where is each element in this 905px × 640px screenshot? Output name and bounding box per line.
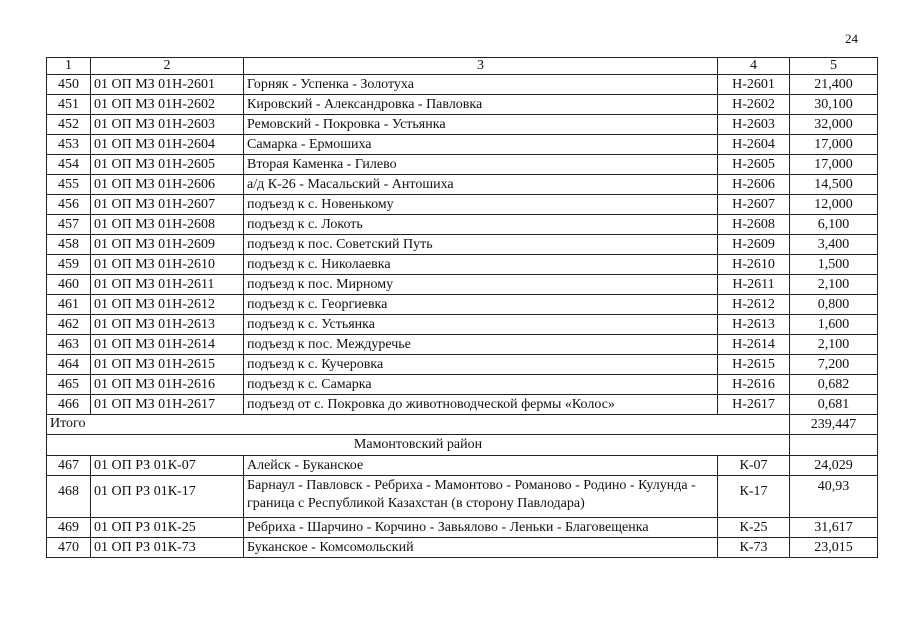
row-number-cell: 461 — [47, 295, 91, 315]
table-row — [47, 235, 878, 255]
table-row — [47, 215, 878, 235]
road-id-cell: 01 ОП МЗ 01Н-2617 — [91, 395, 244, 415]
row-number-cell: 460 — [47, 275, 91, 295]
road-id-cell: 01 ОП МЗ 01Н-2616 — [91, 375, 244, 395]
road-code-cell: Н-2616 — [718, 375, 790, 395]
road-id-cell: 01 ОП МЗ 01Н-2602 — [91, 95, 244, 115]
total-label: Итого — [47, 415, 790, 435]
road-code-cell: Н-2615 — [718, 355, 790, 375]
row-number-cell: 465 — [47, 375, 91, 395]
road-length-cell: 1,600 — [790, 315, 878, 335]
road-length-cell: 23,015 — [790, 538, 878, 558]
row-number-cell: 456 — [47, 195, 91, 215]
table-row — [47, 135, 878, 155]
road-length-cell: 31,617 — [790, 518, 878, 538]
road-id-cell: 01 ОП МЗ 01Н-2609 — [91, 235, 244, 255]
road-length-cell: 2,100 — [790, 335, 878, 355]
road-length-cell: 32,000 — [790, 115, 878, 135]
road-code-cell: К-07 — [718, 456, 790, 476]
road-name-cell: подъезд к с. Локоть — [244, 215, 718, 235]
road-id-cell: 01 ОП МЗ 01Н-2603 — [91, 115, 244, 135]
road-name-cell: подъезд к с. Георгиевка — [244, 295, 718, 315]
row-number-cell: 450 — [47, 75, 91, 95]
total-value: 239,447 — [790, 415, 878, 435]
row-number-cell: 467 — [47, 456, 91, 476]
road-name-cell: подъезд от с. Покровка до животноводческой фермы «Колос» — [244, 395, 718, 415]
section-row — [47, 435, 878, 456]
header-cell: 3 — [244, 58, 718, 75]
row-number-cell: 464 — [47, 355, 91, 375]
table-row — [47, 315, 878, 335]
road-name-cell: Вторая Каменка - Гилево — [244, 155, 718, 175]
row-number-cell: 469 — [47, 518, 91, 538]
road-name-cell: подъезд к с. Устьянка — [244, 315, 718, 335]
section-empty-cell — [790, 435, 878, 456]
road-length-cell: 12,000 — [790, 195, 878, 215]
header-cell: 4 — [718, 58, 790, 75]
road-length-cell: 24,029 — [790, 456, 878, 476]
road-length-cell: 40,93 — [790, 476, 878, 518]
row-number-cell: 468 — [47, 476, 91, 518]
road-id-cell: 01 ОП МЗ 01Н-2613 — [91, 315, 244, 335]
road-id-cell: 01 ОП МЗ 01Н-2601 — [91, 75, 244, 95]
road-code-cell: Н-2612 — [718, 295, 790, 315]
road-id-cell: 01 ОП МЗ 01Н-2607 — [91, 195, 244, 215]
road-id-cell: 01 ОП МЗ 01Н-2615 — [91, 355, 244, 375]
table-row — [47, 476, 878, 518]
road-code-cell: Н-2603 — [718, 115, 790, 135]
road-code-cell: Н-2602 — [718, 95, 790, 115]
table-row — [47, 335, 878, 355]
table-row — [47, 75, 878, 95]
table-row — [47, 375, 878, 395]
road-code-cell: К-17 — [718, 476, 790, 518]
road-id-cell: 01 ОП МЗ 01Н-2611 — [91, 275, 244, 295]
table-row — [47, 95, 878, 115]
road-code-cell: Н-2601 — [718, 75, 790, 95]
row-number-cell: 455 — [47, 175, 91, 195]
road-code-cell: Н-2609 — [718, 235, 790, 255]
road-length-cell: 30,100 — [790, 95, 878, 115]
road-length-cell: 3,400 — [790, 235, 878, 255]
road-id-cell: 01 ОП РЗ 01К-25 — [91, 518, 244, 538]
road-name-cell: а/д К-26 - Масальский - Антошиха — [244, 175, 718, 195]
road-code-cell: Н-2608 — [718, 215, 790, 235]
row-number-cell: 451 — [47, 95, 91, 115]
road-id-cell: 01 ОП РЗ 01К-07 — [91, 456, 244, 476]
road-code-cell: Н-2605 — [718, 155, 790, 175]
table-row — [47, 275, 878, 295]
page-number: 24 — [845, 31, 858, 46]
table-row — [47, 295, 878, 315]
road-id-cell: 01 ОП МЗ 01Н-2606 — [91, 175, 244, 195]
road-code-cell: Н-2604 — [718, 135, 790, 155]
table-row — [47, 255, 878, 275]
road-name-cell: Кировский - Александровка - Павловка — [244, 95, 718, 115]
road-code-cell: Н-2617 — [718, 395, 790, 415]
table-row — [47, 518, 878, 538]
road-id-cell: 01 ОП РЗ 01К-17 — [91, 476, 244, 518]
road-code-cell: Н-2613 — [718, 315, 790, 335]
road-length-cell: 21,400 — [790, 75, 878, 95]
road-id-cell: 01 ОП МЗ 01Н-2605 — [91, 155, 244, 175]
header-cell: 1 — [47, 58, 91, 75]
header-cell: 2 — [91, 58, 244, 75]
table-row — [47, 355, 878, 375]
row-number-cell: 459 — [47, 255, 91, 275]
row-number-cell: 457 — [47, 215, 91, 235]
road-code-cell: Н-2614 — [718, 335, 790, 355]
row-number-cell: 466 — [47, 395, 91, 415]
road-name-cell: Барнаул - Павловск - Ребриха - Мамонтово - Романово - Родино - Кулунда - граница с Республикой Казахстан (в сторону Павлодара) — [244, 476, 718, 518]
road-name-cell: Горняк - Успенка - Золотуха — [244, 75, 718, 95]
road-name-cell: Алейск - Буканское — [244, 456, 718, 476]
row-number-cell: 454 — [47, 155, 91, 175]
road-name-cell: подъезд к с. Николаевка — [244, 255, 718, 275]
road-code-cell: Н-2607 — [718, 195, 790, 215]
row-number-cell: 462 — [47, 315, 91, 335]
road-length-cell: 6,100 — [790, 215, 878, 235]
road-length-cell: 0,682 — [790, 375, 878, 395]
table-row — [47, 456, 878, 476]
road-name-cell: Буканское - Комсомольский — [244, 538, 718, 558]
road-id-cell: 01 ОП МЗ 01Н-2610 — [91, 255, 244, 275]
road-id-cell: 01 ОП МЗ 01Н-2612 — [91, 295, 244, 315]
row-number-cell: 453 — [47, 135, 91, 155]
road-length-cell: 2,100 — [790, 275, 878, 295]
table-row — [47, 195, 878, 215]
road-name-cell: подъезд к пос. Междуречье — [244, 335, 718, 355]
road-code-cell: Н-2610 — [718, 255, 790, 275]
road-code-cell: К-25 — [718, 518, 790, 538]
road-id-cell: 01 ОП МЗ 01Н-2608 — [91, 215, 244, 235]
row-number-cell: 470 — [47, 538, 91, 558]
road-name-cell: Ремовский - Покровка - Устьянка — [244, 115, 718, 135]
header-cell: 5 — [790, 58, 878, 75]
road-length-cell: 1,500 — [790, 255, 878, 275]
road-length-cell: 0,800 — [790, 295, 878, 315]
road-code-cell: Н-2606 — [718, 175, 790, 195]
road-name-cell: Самарка - Ермошиха — [244, 135, 718, 155]
row-number-cell: 463 — [47, 335, 91, 355]
road-code-cell: К-73 — [718, 538, 790, 558]
road-id-cell: 01 ОП РЗ 01К-73 — [91, 538, 244, 558]
table-row — [47, 175, 878, 195]
roads-table — [46, 57, 878, 558]
road-name-cell: подъезд к с. Новенькому — [244, 195, 718, 215]
road-name-cell: подъезд к с. Кучеровка — [244, 355, 718, 375]
row-number-cell: 452 — [47, 115, 91, 135]
section-title: Мамонтовский район — [47, 435, 790, 456]
road-id-cell: 01 ОП МЗ 01Н-2604 — [91, 135, 244, 155]
road-length-cell: 7,200 — [790, 355, 878, 375]
road-code-cell: Н-2611 — [718, 275, 790, 295]
row-number-cell: 458 — [47, 235, 91, 255]
total-row — [47, 415, 878, 435]
road-length-cell: 17,000 — [790, 135, 878, 155]
road-length-cell: 14,500 — [790, 175, 878, 195]
table-row — [47, 395, 878, 415]
road-name-cell: подъезд к с. Самарка — [244, 375, 718, 395]
road-name-cell: подъезд к пос. Советский Путь — [244, 235, 718, 255]
table-row — [47, 155, 878, 175]
road-name-cell: Ребриха - Шарчино - Корчино - Завьялово - Леньки - Благовещенка — [244, 518, 718, 538]
table-row — [47, 538, 878, 558]
road-length-cell: 0,681 — [790, 395, 878, 415]
road-length-cell: 17,000 — [790, 155, 878, 175]
road-name-cell: подъезд к пос. Мирному — [244, 275, 718, 295]
table-row — [47, 115, 878, 135]
road-id-cell: 01 ОП МЗ 01Н-2614 — [91, 335, 244, 355]
table-header-row — [47, 58, 878, 75]
